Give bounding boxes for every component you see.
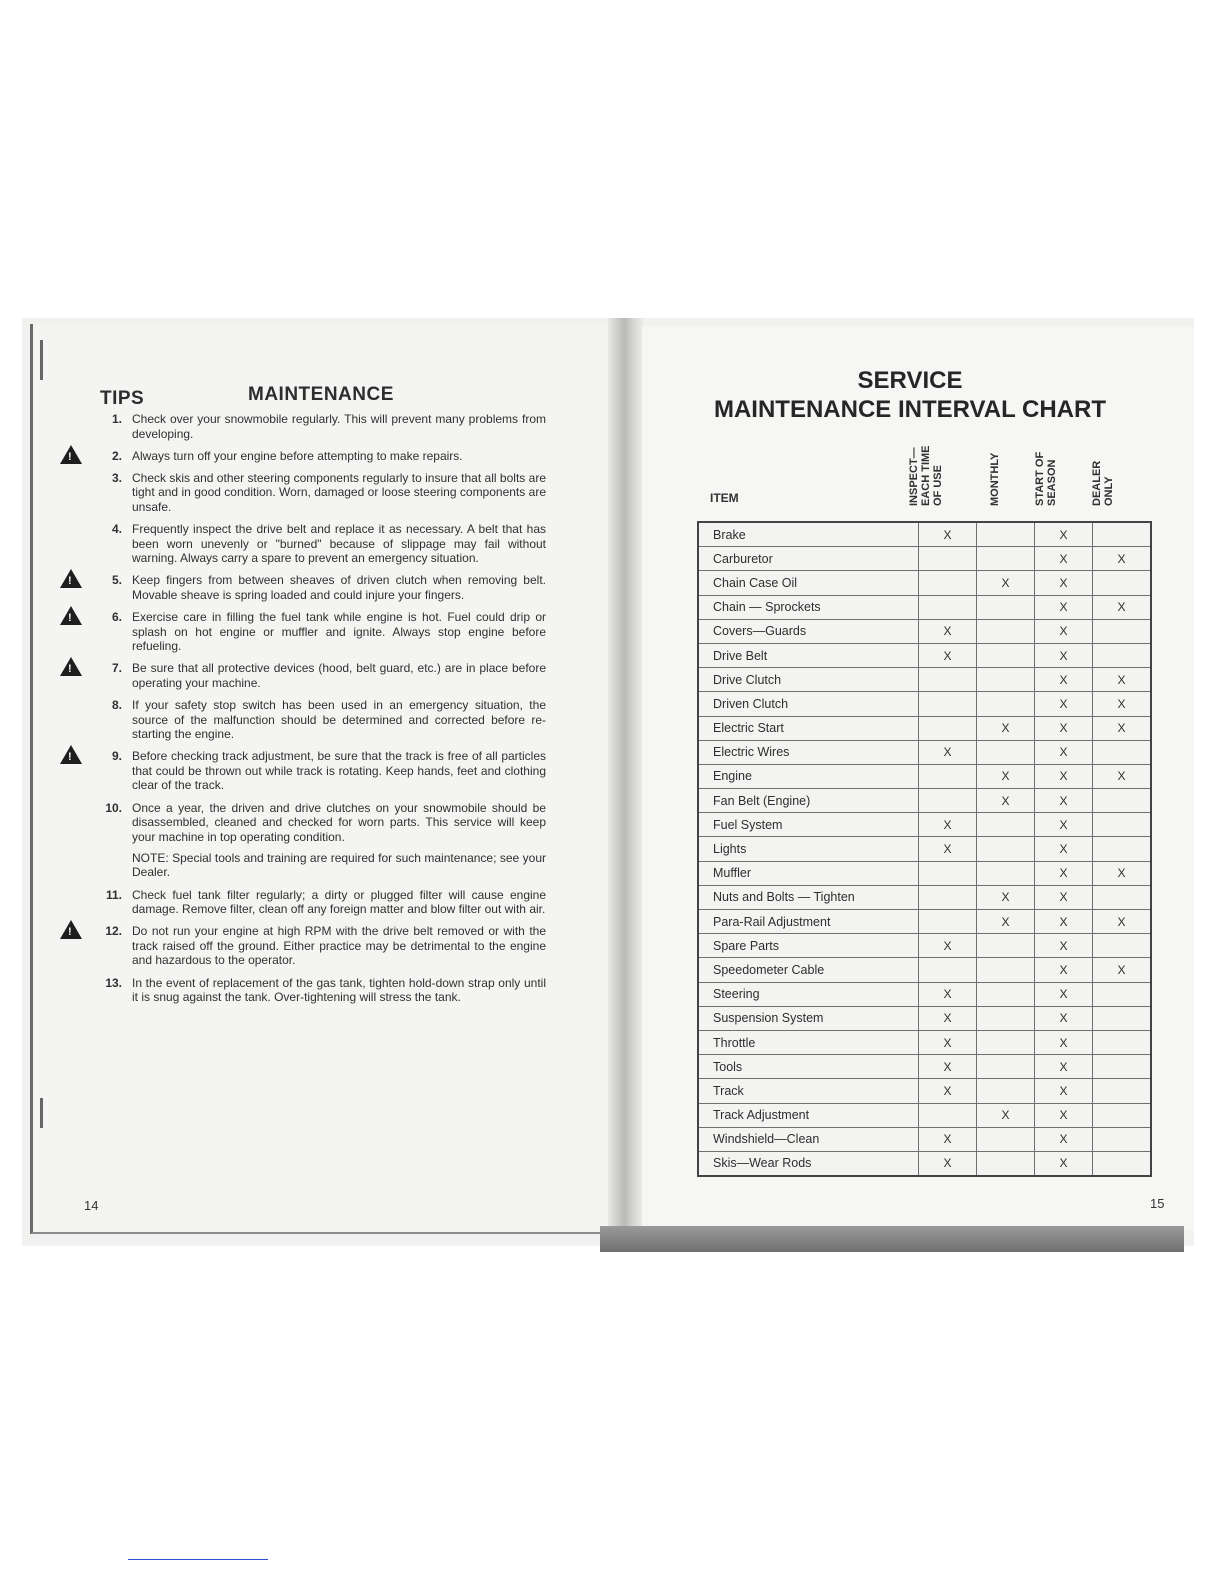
interval-mark-cell: [977, 1030, 1035, 1054]
interval-column-header: [1083, 430, 1147, 506]
table-row: [698, 837, 1151, 861]
tip-text: Once a year, the driven and drive clutches on your snowmobile should be disassembled, cleaned and checked for worn parts. This service will keep your machine in top operating condition.: [132, 800, 546, 844]
interval-mark-cell: [919, 958, 977, 982]
interval-mark-cell: X: [1093, 547, 1152, 571]
interval-mark-cell: [977, 1127, 1035, 1151]
interval-mark-cell: X: [919, 1079, 977, 1103]
interval-mark-cell: X: [919, 982, 977, 1006]
table-row: [698, 1030, 1151, 1054]
tip-number: 8.: [111, 698, 122, 712]
item-cell: Nuts and Bolts — Tighten: [698, 885, 919, 909]
interval-mark-cell: [977, 692, 1035, 716]
interval-mark-cell: X: [1035, 595, 1093, 619]
table-row: [698, 789, 1151, 813]
interval-mark-cell: X: [1035, 885, 1093, 909]
tip-text: Exercise care in filling the fuel tank while engine is hot. Fuel could drip or splash on hot engine or muffler and ignite. Always stop engine before refueling.: [132, 610, 546, 654]
table-row: [698, 982, 1151, 1006]
item-cell: Fuel System: [698, 813, 919, 837]
interval-mark-cell: X: [1035, 740, 1093, 764]
item-cell: Track: [698, 1079, 919, 1103]
interval-mark-cell: X: [1035, 861, 1093, 885]
item-cell: Windshield—Clean: [698, 1127, 919, 1151]
tip-text: NOTE: Special tools and training are required for such maintenance; see your Dealer.: [132, 850, 546, 880]
interval-mark-cell: [1093, 643, 1152, 667]
item-cell: Track Adjustment: [698, 1103, 919, 1127]
interval-mark-cell: X: [1035, 837, 1093, 861]
interval-mark-cell: [919, 547, 977, 571]
interval-column-header: [969, 430, 1033, 506]
interval-mark-cell: [1093, 1006, 1152, 1030]
interval-mark-cell: [1093, 1103, 1152, 1127]
tip-number: 6.: [111, 610, 122, 625]
interval-mark-cell: X: [919, 643, 977, 667]
interval-mark-cell: [1093, 837, 1152, 861]
interval-mark-cell: [977, 1055, 1035, 1079]
interval-mark-cell: [919, 595, 977, 619]
interval-mark-cell: X: [1093, 668, 1152, 692]
item-cell: Electric Start: [698, 716, 919, 740]
interval-mark-cell: X: [1093, 861, 1152, 885]
interval-mark-cell: X: [1035, 1103, 1093, 1127]
item-cell: Drive Clutch: [698, 668, 919, 692]
table-row: [698, 813, 1151, 837]
interval-mark-cell: [1093, 1151, 1152, 1176]
tip-number: 1.: [111, 412, 122, 426]
tip-text: Be sure that all protective devices (hood, belt guard, etc.) are in place before operating your machine.: [132, 661, 546, 690]
item-cell: Electric Wires: [698, 740, 919, 764]
service-interval-table: [697, 521, 1152, 1177]
interval-mark-cell: X: [1035, 1151, 1093, 1176]
interval-mark-cell: [1093, 571, 1152, 595]
interval-mark-cell: X: [1035, 813, 1093, 837]
interval-mark-cell: X: [977, 885, 1035, 909]
tip-number: 2.: [111, 448, 122, 463]
interval-mark-cell: [977, 958, 1035, 982]
interval-mark-cell: [977, 982, 1035, 1006]
tip-note: [80, 851, 546, 880]
tip-item: [80, 412, 546, 441]
page-number-right: 15: [1150, 1196, 1165, 1211]
warning-triangle-icon: [60, 569, 82, 588]
interval-mark-cell: X: [919, 1151, 977, 1176]
interval-column-header: [908, 430, 976, 506]
interval-mark-cell: X: [1035, 522, 1093, 547]
interval-mark-cell: [1093, 1055, 1152, 1079]
interval-mark-cell: [919, 692, 977, 716]
book-gutter: [608, 318, 644, 1246]
table-row: [698, 643, 1151, 667]
interval-mark-cell: X: [1093, 595, 1152, 619]
interval-mark-cell: [919, 668, 977, 692]
tip-text: Frequently inspect the drive belt and replace it as necessary. A belt that has been worn unevenly or "burned" because of slippage may fail without warning. Always carry a spare to prevent an emergency situation.: [132, 522, 546, 566]
table-row: [698, 1006, 1151, 1030]
interval-mark-cell: X: [1035, 1055, 1093, 1079]
tip-item: [80, 471, 546, 515]
tip-number: 10.: [105, 800, 122, 815]
interval-mark-cell: X: [977, 716, 1035, 740]
chart-title: [700, 366, 1120, 424]
interval-mark-cell: X: [1035, 1030, 1093, 1054]
item-cell: Driven Clutch: [698, 692, 919, 716]
item-cell: Steering: [698, 982, 919, 1006]
interval-column-label: INSPECT— EACH TIME OF USE: [908, 445, 944, 506]
tip-item: [80, 661, 546, 690]
interval-mark-cell: X: [1035, 910, 1093, 934]
item-cell: Lights: [698, 837, 919, 861]
tip-text: Do not run your engine at high RPM with the drive belt removed or with the track raised off the ground. Either practice may be detrimental to the engine and hazardous to the operator.: [132, 924, 546, 968]
interval-mark-cell: X: [1035, 1127, 1093, 1151]
table-row: [698, 1103, 1151, 1127]
table-row: [698, 764, 1151, 788]
tip-text: Check over your snowmobile regularly. This will prevent many problems from developing.: [132, 412, 546, 441]
interval-mark-cell: [919, 910, 977, 934]
tip-item: [80, 888, 546, 917]
tip-text: Check fuel tank filter regularly; a dirty or plugged filter will cause engine damage. Remove filter, clean off any foreign matter and blow filter out with air.: [132, 887, 546, 917]
interval-mark-cell: [1093, 1079, 1152, 1103]
interval-mark-cell: X: [919, 1030, 977, 1054]
chart-title-line2: MAINTENANCE INTERVAL CHART: [713, 396, 1106, 423]
interval-mark-cell: X: [919, 1006, 977, 1030]
table-row: [698, 619, 1151, 643]
tip-number: 5.: [111, 573, 122, 588]
interval-mark-cell: [977, 619, 1035, 643]
interval-mark-cell: [919, 885, 977, 909]
interval-mark-cell: [919, 764, 977, 788]
interval-mark-cell: X: [1035, 1079, 1093, 1103]
interval-mark-cell: X: [1035, 619, 1093, 643]
interval-mark-cell: [977, 522, 1035, 547]
interval-mark-cell: X: [1035, 643, 1093, 667]
item-cell: Muffler: [698, 861, 919, 885]
interval-mark-cell: [1093, 982, 1152, 1006]
tip-item: [80, 976, 546, 1005]
table-row: [698, 692, 1151, 716]
tip-item: [80, 610, 546, 654]
tip-item: [80, 924, 546, 968]
tip-text: Check skis and other steering components regularly to insure that all bolts are tight and in good condition. Worn, damaged or loose steering components are unsafe.: [132, 470, 546, 514]
interval-mark-cell: [1093, 1030, 1152, 1054]
interval-mark-cell: X: [919, 740, 977, 764]
table-row: [698, 1151, 1151, 1176]
tip-item: [80, 698, 546, 742]
tip-number: 12.: [105, 924, 122, 939]
tip-item: [80, 749, 546, 793]
scan-edge-mark: [40, 340, 43, 380]
interval-mark-cell: [977, 861, 1035, 885]
item-cell: Throttle: [698, 1030, 919, 1054]
interval-mark-cell: [977, 1006, 1035, 1030]
interval-column-label: DEALER ONLY: [1091, 460, 1115, 506]
interval-mark-cell: [919, 716, 977, 740]
table-row: [698, 1079, 1151, 1103]
tip-number: 3.: [111, 470, 122, 485]
chart-title-line1: SERVICE: [857, 367, 963, 394]
table-row: [698, 547, 1151, 571]
interval-column-label: MONTHLY: [989, 452, 1001, 506]
item-cell: Drive Belt: [698, 643, 919, 667]
interval-mark-cell: X: [977, 571, 1035, 595]
maintenance-title: MAINTENANCE: [248, 384, 394, 405]
interval-mark-cell: [977, 595, 1035, 619]
interval-mark-cell: X: [1035, 716, 1093, 740]
interval-mark-cell: X: [1035, 571, 1093, 595]
interval-mark-cell: [1093, 522, 1152, 547]
tip-item: [80, 801, 546, 845]
interval-mark-cell: X: [1093, 958, 1152, 982]
scan-edge-mark: [40, 1098, 43, 1128]
interval-mark-cell: X: [977, 789, 1035, 813]
tip-number: 11.: [105, 887, 122, 902]
item-cell: Fan Belt (Engine): [698, 789, 919, 813]
interval-mark-cell: X: [1035, 1006, 1093, 1030]
interval-mark-cell: [919, 1103, 977, 1127]
interval-mark-cell: [1093, 740, 1152, 764]
interval-mark-cell: [977, 1079, 1035, 1103]
interval-mark-cell: X: [1093, 910, 1152, 934]
interval-mark-cell: [919, 789, 977, 813]
table-row: [698, 522, 1151, 547]
tip-item: [80, 522, 546, 566]
table-row: [698, 716, 1151, 740]
interval-mark-cell: X: [1093, 692, 1152, 716]
interval-mark-cell: X: [1035, 934, 1093, 958]
tip-text: If your safety stop switch has been used in an emergency situation, the source of the malfunction should be determined and corrected before re-starting the engine.: [132, 698, 546, 742]
item-cell: Speedometer Cable: [698, 958, 919, 982]
interval-mark-cell: [919, 861, 977, 885]
interval-mark-cell: [977, 668, 1035, 692]
item-cell: Chain Case Oil: [698, 571, 919, 595]
interval-column-label: START OF SEASON: [1034, 451, 1058, 506]
interval-mark-cell: X: [1035, 547, 1093, 571]
tip-text: In the event of replacement of the gas tank, tighten hold-down strap only until it is snug against the tank. Over-tightening will stress the tank.: [132, 975, 546, 1005]
interval-mark-cell: [977, 837, 1035, 861]
tip-number: 7.: [111, 661, 122, 676]
item-cell: Para-Rail Adjustment: [698, 910, 919, 934]
table-row: [698, 1055, 1151, 1079]
table-row: [698, 740, 1151, 764]
tip-text: Keep fingers from between sheaves of driven clutch when removing belt. Movable sheave is spring loaded and could injure your fingers.: [132, 573, 546, 602]
warning-triangle-icon: [60, 606, 82, 625]
interval-mark-cell: [977, 643, 1035, 667]
item-cell: Tools: [698, 1055, 919, 1079]
interval-mark-cell: X: [919, 837, 977, 861]
table-row: [698, 958, 1151, 982]
tip-number: 4.: [111, 522, 122, 537]
item-cell: Chain — Sprockets: [698, 595, 919, 619]
interval-mark-cell: [977, 1151, 1035, 1176]
table-row: [698, 885, 1151, 909]
table-row: [698, 910, 1151, 934]
interval-mark-cell: [1093, 934, 1152, 958]
interval-mark-cell: X: [1035, 982, 1093, 1006]
item-cell: Skis—Wear Rods: [698, 1151, 919, 1176]
interval-mark-cell: X: [1093, 764, 1152, 788]
interval-mark-cell: X: [919, 522, 977, 547]
interval-mark-cell: [977, 547, 1035, 571]
tip-text: Always turn off your engine before attempting to make repairs.: [132, 448, 463, 463]
interval-mark-cell: X: [1035, 958, 1093, 982]
interval-mark-cell: X: [919, 934, 977, 958]
interval-mark-cell: X: [1035, 692, 1093, 716]
warning-triangle-icon: [60, 445, 82, 464]
item-cell: Engine: [698, 764, 919, 788]
tips-label: TIPS: [100, 388, 145, 409]
interval-mark-cell: X: [919, 1055, 977, 1079]
interval-mark-cell: X: [977, 764, 1035, 788]
interval-mark-cell: [1093, 1127, 1152, 1151]
table-row: [698, 861, 1151, 885]
interval-mark-cell: [977, 813, 1035, 837]
item-cell: Carburetor: [698, 547, 919, 571]
interval-mark-cell: X: [977, 910, 1035, 934]
tip-number: 13.: [105, 975, 122, 990]
tip-item: [80, 449, 546, 464]
interval-mark-cell: [1093, 885, 1152, 909]
scan-artifact-line: [128, 1559, 268, 1560]
tip-number: 9.: [111, 749, 122, 764]
interval-mark-cell: [1093, 619, 1152, 643]
interval-mark-cell: X: [1035, 789, 1093, 813]
interval-mark-cell: X: [1093, 716, 1152, 740]
table-row: [698, 668, 1151, 692]
item-cell: Spare Parts: [698, 934, 919, 958]
tips-list: [80, 412, 546, 1012]
page-number-left: 14: [84, 1198, 99, 1213]
interval-column-header: [1026, 430, 1090, 506]
table-row: [698, 1127, 1151, 1151]
item-cell: Suspension System: [698, 1006, 919, 1030]
interval-mark-cell: X: [919, 1127, 977, 1151]
interval-mark-cell: X: [1035, 764, 1093, 788]
page-edge-shadow: [600, 1226, 1184, 1252]
interval-mark-cell: X: [1035, 668, 1093, 692]
warning-triangle-icon: [60, 657, 82, 676]
interval-mark-cell: X: [919, 813, 977, 837]
item-cell: Brake: [698, 522, 919, 547]
table-row: [698, 571, 1151, 595]
interval-mark-cell: X: [919, 619, 977, 643]
interval-mark-cell: [1093, 813, 1152, 837]
interval-mark-cell: [919, 571, 977, 595]
tip-item: [80, 573, 546, 602]
table-row: [698, 595, 1151, 619]
warning-triangle-icon: [60, 745, 82, 764]
warning-triangle-icon: [60, 920, 82, 939]
interval-mark-cell: X: [977, 1103, 1035, 1127]
interval-mark-cell: [977, 740, 1035, 764]
interval-mark-cell: [977, 934, 1035, 958]
item-cell: Covers—Guards: [698, 619, 919, 643]
interval-mark-cell: [1093, 789, 1152, 813]
tip-text: Before checking track adjustment, be sure that the track is free of all particles that could be thrown out while track is rotating. Keep hands, feet and clothing clear of the track.: [132, 749, 546, 793]
table-row: [698, 934, 1151, 958]
item-column-header: ITEM: [710, 491, 739, 505]
